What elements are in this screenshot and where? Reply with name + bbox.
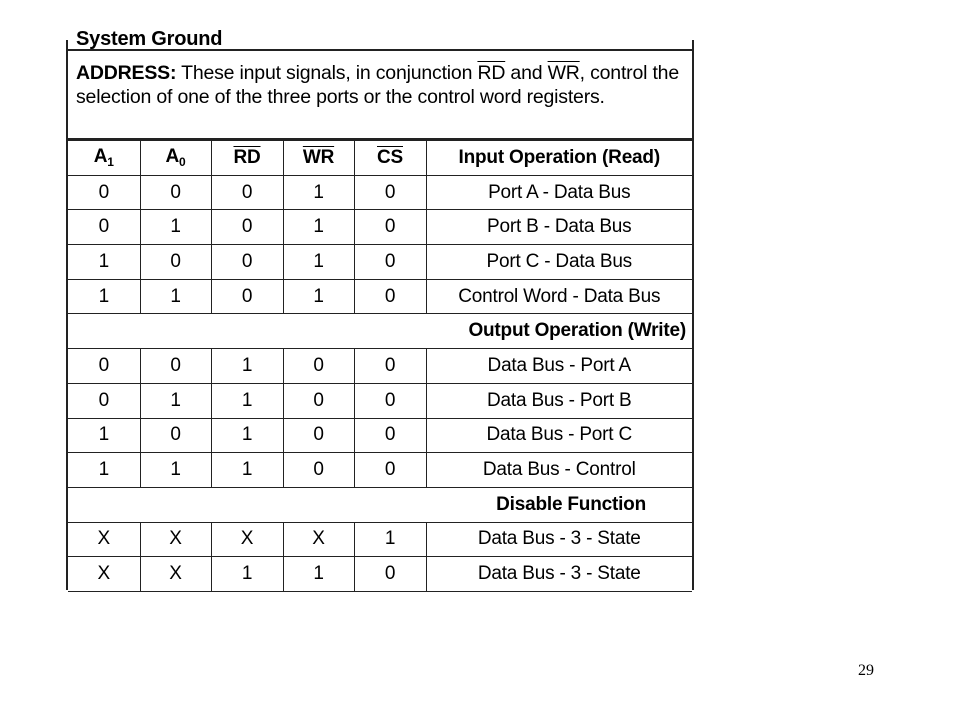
disable-section-title: Disable Function xyxy=(68,487,692,522)
cell-rd: 1 xyxy=(211,349,283,384)
cell-wr: 0 xyxy=(283,418,354,453)
output-operation-rows xyxy=(68,349,692,488)
cell-a1: X xyxy=(68,557,140,592)
cropped-heading-text: System Ground xyxy=(76,28,223,50)
cell-wr: 0 xyxy=(283,383,354,418)
cell-rd: 0 xyxy=(211,279,283,314)
cell-operation: Data Bus - Port A xyxy=(426,349,692,384)
section-row-disable xyxy=(68,487,692,522)
table-row xyxy=(68,522,692,557)
disable-section xyxy=(68,487,692,522)
cell-a0: 1 xyxy=(140,210,211,245)
output-section-title: Output Operation (Write) xyxy=(68,314,692,349)
table-row xyxy=(68,279,692,314)
input-operation-rows xyxy=(68,175,692,314)
description-text-1: These input signals, in conjunction xyxy=(176,62,478,84)
cell-a0: 1 xyxy=(140,279,211,314)
cell-a0: 0 xyxy=(140,245,211,280)
cell-rd: 0 xyxy=(211,175,283,210)
cell-a0: X xyxy=(140,557,211,592)
cell-a0: X xyxy=(140,522,211,557)
header-a0: $A_0$ xyxy=(140,141,211,176)
document-excerpt xyxy=(66,28,694,590)
cropped-heading xyxy=(68,28,692,51)
cell-a1: X xyxy=(68,522,140,557)
table-row xyxy=(68,418,692,453)
cell-a1: 0 xyxy=(68,210,140,245)
cell-cs: 0 xyxy=(354,210,426,245)
cell-a1: 0 xyxy=(68,383,140,418)
cell-operation: Port A - Data Bus xyxy=(426,175,692,210)
cell-wr: 1 xyxy=(283,245,354,280)
slide-number: 29 xyxy=(858,662,874,679)
address-description xyxy=(68,51,692,140)
cell-a1: 0 xyxy=(68,349,140,384)
cell-cs: 0 xyxy=(354,175,426,210)
port-selection-table xyxy=(68,140,692,592)
table-row xyxy=(68,349,692,384)
section-row-output xyxy=(68,314,692,349)
cell-a0: 1 xyxy=(140,383,211,418)
cell-operation: Port C - Data Bus xyxy=(426,245,692,280)
cell-a1: 1 xyxy=(68,453,140,488)
cell-rd: 1 xyxy=(211,557,283,592)
rd-signal: $\overline{RD}$ xyxy=(477,62,506,84)
cell-a1: 1 xyxy=(68,245,140,280)
table-row xyxy=(68,383,692,418)
output-section xyxy=(68,314,692,349)
cell-cs: 0 xyxy=(354,279,426,314)
header-rd: $\overline{RD}$ xyxy=(211,141,283,176)
cell-cs: 1 xyxy=(354,522,426,557)
cell-rd: 1 xyxy=(211,418,283,453)
cell-a0: 0 xyxy=(140,418,211,453)
cell-wr: 0 xyxy=(283,453,354,488)
cell-rd: 0 xyxy=(211,210,283,245)
cell-cs: 0 xyxy=(354,383,426,418)
header-input-operation: Input Operation (Read) xyxy=(426,141,692,176)
cell-rd: 0 xyxy=(211,245,283,280)
cell-operation: Data Bus - Control xyxy=(426,453,692,488)
table-row xyxy=(68,210,692,245)
cell-operation: Data Bus - Port C xyxy=(426,418,692,453)
cell-operation: Data Bus - 3 - State xyxy=(426,557,692,592)
header-cs: $\overline{CS}$ xyxy=(354,141,426,176)
cell-wr: 1 xyxy=(283,279,354,314)
cell-rd: 1 xyxy=(211,383,283,418)
cell-cs: 0 xyxy=(354,557,426,592)
cell-rd: X xyxy=(211,522,283,557)
cell-cs: 0 xyxy=(354,418,426,453)
cell-operation: Data Bus - Port B xyxy=(426,383,692,418)
cell-wr: 0 xyxy=(283,349,354,384)
cell-a1: 1 xyxy=(68,279,140,314)
header-wr: $\overline{WR}$ xyxy=(283,141,354,176)
cell-cs: 0 xyxy=(354,245,426,280)
cell-operation: Port B - Data Bus xyxy=(426,210,692,245)
table-row xyxy=(68,453,692,488)
cell-a1: 1 xyxy=(68,418,140,453)
wr-signal: $\overline{WR}$ xyxy=(547,62,580,84)
table-row xyxy=(68,557,692,592)
cell-operation: Control Word - Data Bus xyxy=(426,279,692,314)
cell-wr: 1 xyxy=(283,175,354,210)
description-text-and: and xyxy=(505,62,548,84)
cell-wr: 1 xyxy=(283,210,354,245)
cell-a0: 0 xyxy=(140,349,211,384)
cell-wr: X xyxy=(283,522,354,557)
cell-a1: 0 xyxy=(68,175,140,210)
disable-function-rows xyxy=(68,522,692,591)
cell-rd: 1 xyxy=(211,453,283,488)
cell-cs: 0 xyxy=(354,349,426,384)
cell-operation: Data Bus - 3 - State xyxy=(426,522,692,557)
cell-a0: 0 xyxy=(140,175,211,210)
table-row xyxy=(68,175,692,210)
header-a1: $A_1$ xyxy=(68,141,140,176)
description-text-2: , control the selection of one of the three ports or the control word registers. xyxy=(76,62,679,108)
cell-wr: 1 xyxy=(283,557,354,592)
cell-a0: 1 xyxy=(140,453,211,488)
cell-cs: 0 xyxy=(354,453,426,488)
description-lead: ADDRESS: xyxy=(76,62,177,84)
table-row xyxy=(68,245,692,280)
table-header-row xyxy=(68,141,692,176)
